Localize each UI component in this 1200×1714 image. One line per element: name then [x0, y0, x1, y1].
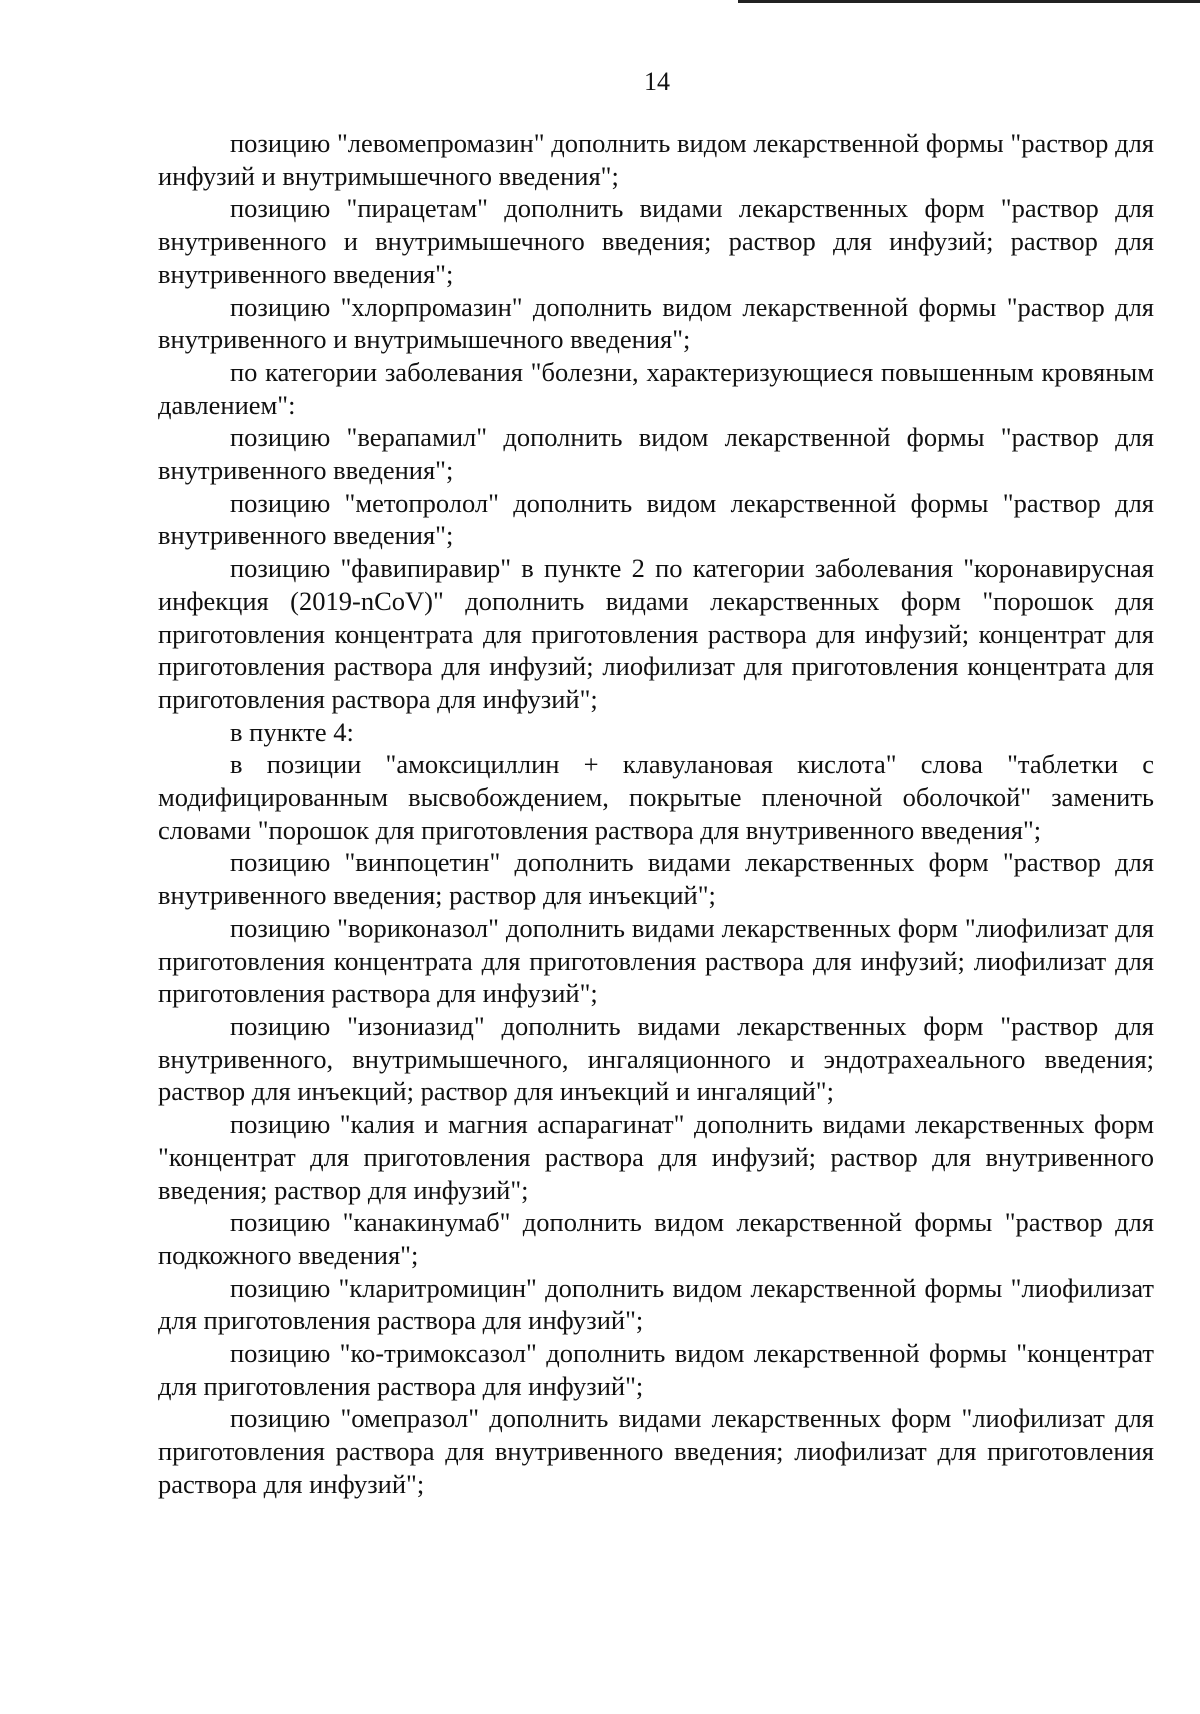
paragraph: позицию "изониазид" дополнить видами лекарственных форм "раствор для внутривенного, внутримышечного, ингаляционного и эндотрахеального введения; раствор для инъекций; раствор для инъекций и ингаляций"; [158, 1010, 1154, 1107]
paragraph: позицию "омепразол" дополнить видами лекарственных форм "лиофилизат для приготовления раствора для внутривенного введения; лиофилизат для приготовления раствора для инфузий"; [158, 1403, 1154, 1499]
paragraph: позицию "метопролол" дополнить видом лекарственной формы "раствор для внутривенного введения"; [158, 487, 1154, 551]
paragraph: по категории заболевания "болезни, характеризующиеся повышенным кровяным давлением": [158, 356, 1154, 420]
paragraph: в пункте 4: [230, 716, 354, 747]
paragraph: позицию "левомепромазин" дополнить видом лекарственной формы "раствор для инфузий и внутримышечного введения"; [158, 128, 1154, 191]
paragraph: позицию "ко-тримоксазол" дополнить видом лекарственной формы "концентрат для приготовления раствора для инфузий"; [158, 1338, 1154, 1401]
paragraph: позицию "канакинумаб" дополнить видом лекарственной формы "раствор для подкожного введения"; [158, 1207, 1154, 1270]
paragraph: позицию "калия и магния аспарагинат" дополнить видами лекарственных форм "концентрат для приготовления раствора для инфузий; раствор для внутривенного введения; раствор для инфузий"; [158, 1109, 1154, 1205]
paragraph: позицию "верапамил" дополнить видом лекарственной формы "раствор для внутривенного введения"; [158, 422, 1154, 486]
document-body [158, 127, 1154, 1501]
paragraph: позицию "фавипиравир" в пункте 2 по категории заболевания "коронавирусная инфекция (2019-nCoV)" дополнить видами лекарственных форм "порошок для приготовления концентрата для приготовления раствора для инфузий; концентрат для приготовления раствора для инфузий; лиофилизат для приготовления концентрата для приготовления раствора для инфузий"; [158, 553, 1154, 714]
paragraph: позицию "винпоцетин" дополнить видами лекарственных форм "раствор для внутривенного введения; раствор для инъекций"; [158, 847, 1154, 911]
paragraph: позицию "кларитромицин" дополнить видом лекарственной формы "лиофилизат для приготовления раствора для инфузий"; [158, 1272, 1154, 1336]
paragraph: позицию "вориконазол" дополнить видами лекарственных форм "лиофилизат для приготовления концентрата для приготовления раствора для инфузий; лиофилизат для приготовления раствора для инфузий"; [158, 912, 1154, 1009]
top-rule-line [738, 0, 1200, 3]
paragraph: позицию "пирацетам" дополнить видами лекарственных форм "раствор для внутривенного и внутримышечного введения; раствор для инфузий; раствор для внутривенного введения"; [158, 193, 1154, 289]
paragraph: позицию "хлорпромазин" дополнить видом лекарственной формы "раствор для внутривенного и внутримышечного введения"; [158, 291, 1154, 355]
paragraph: в позиции "амоксициллин + клавулановая кислота" слова "таблетки с модифицированным высвобождением, покрытые пленочной оболочкой" заменить словами "порошок для приготовления раствора для внутривенного введения"; [158, 749, 1154, 845]
page-number: 14 [644, 67, 670, 96]
